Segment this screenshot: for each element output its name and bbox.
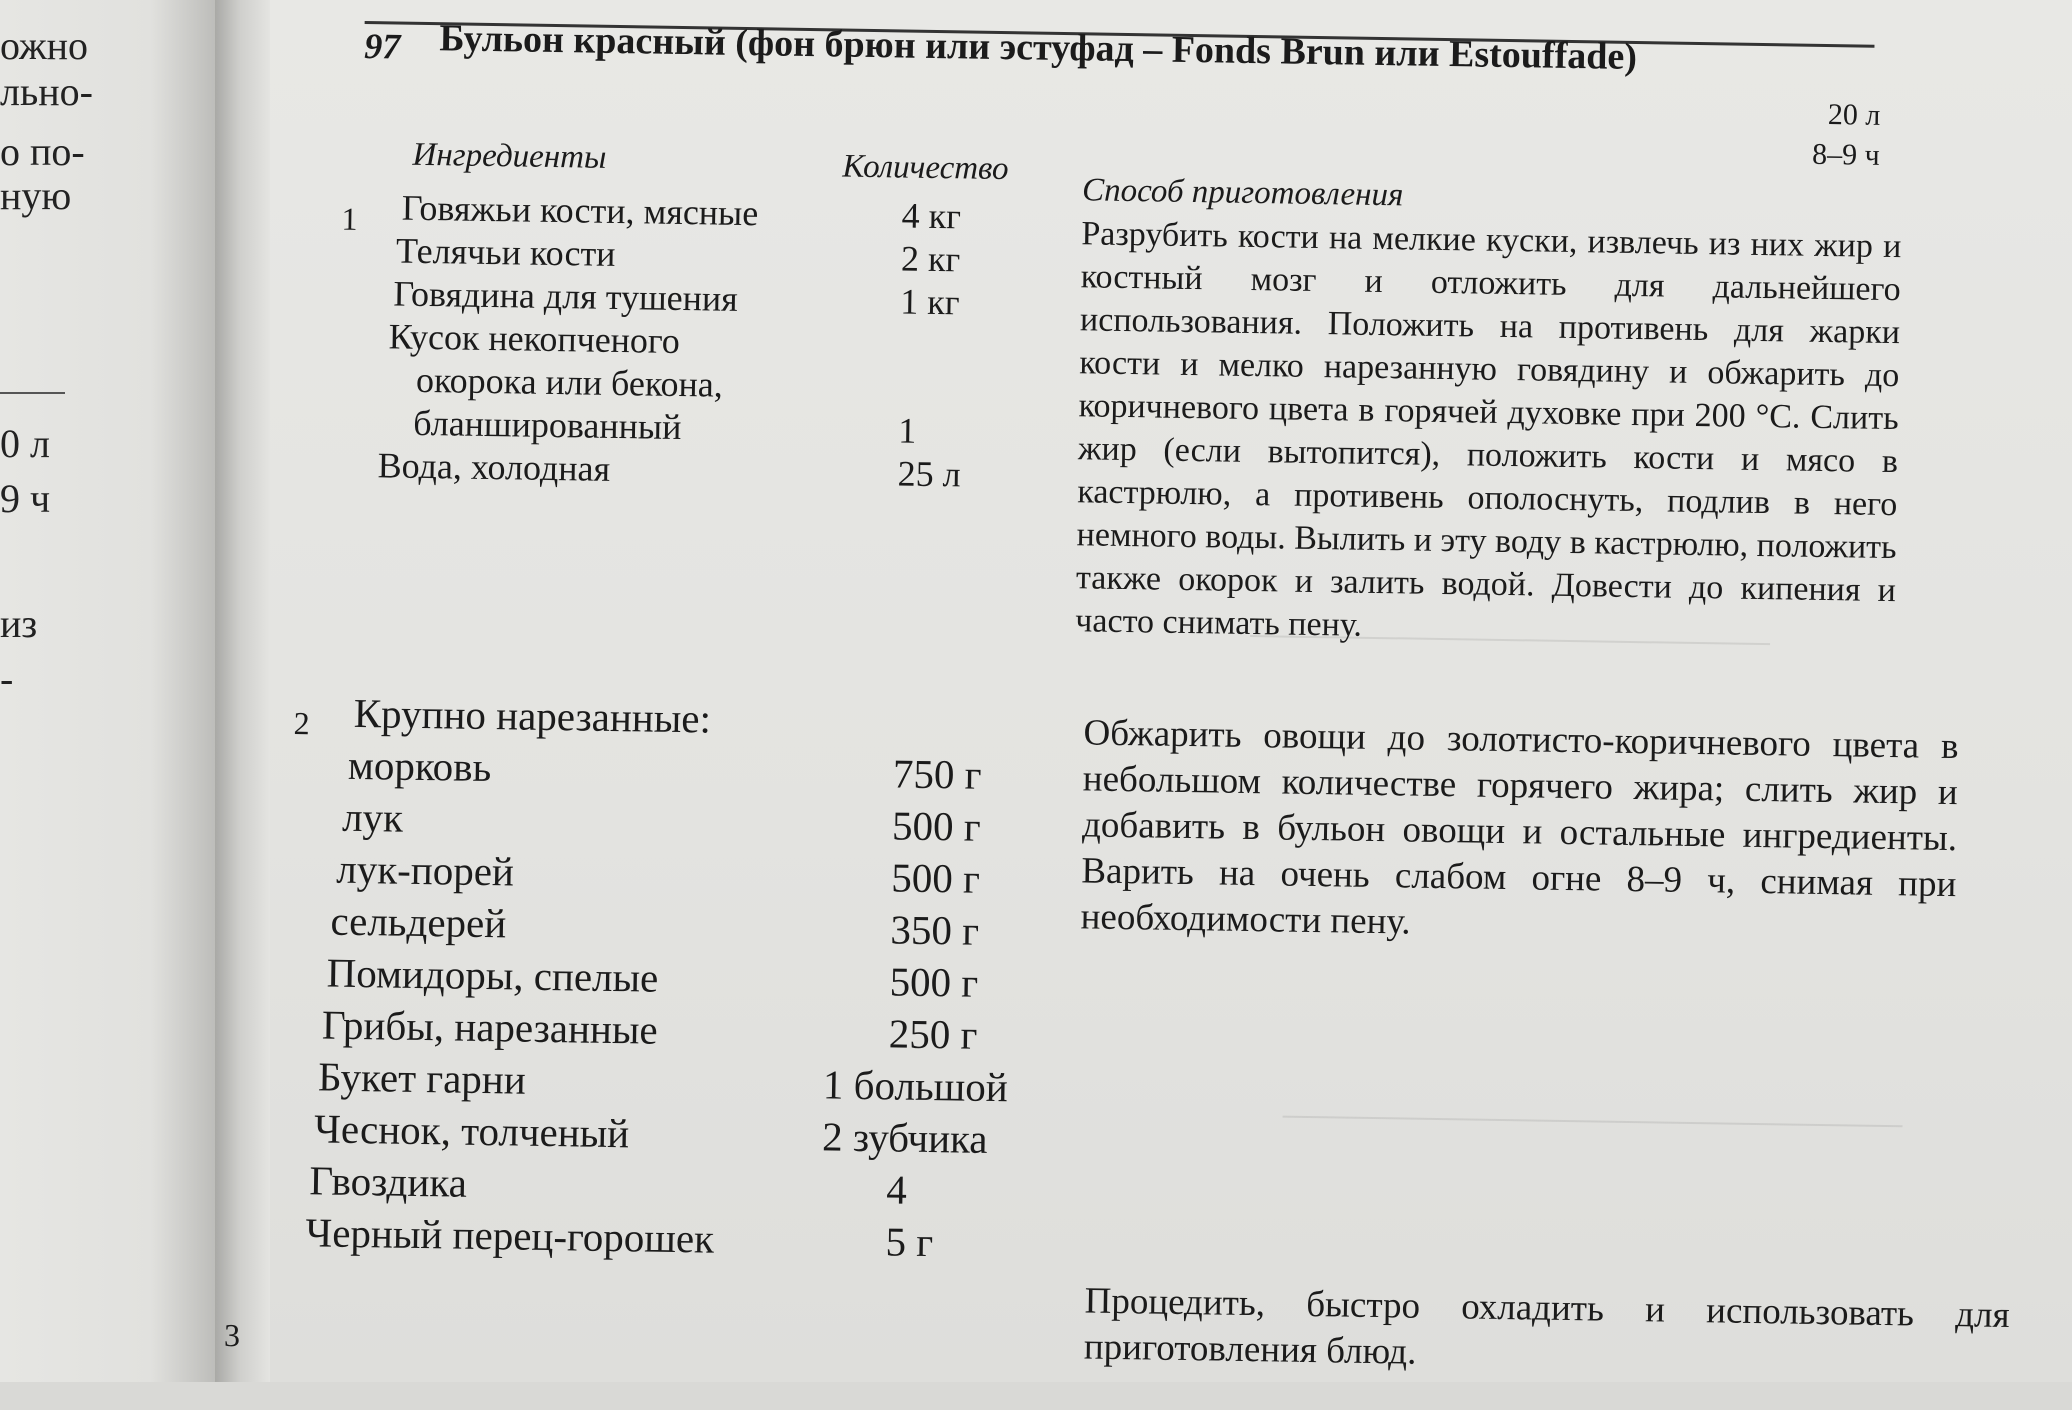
recipe-number: 97 xyxy=(363,26,401,67)
ingredient-name: Телячьи кости xyxy=(395,230,616,274)
ingredient-qty: 750 г xyxy=(892,750,982,798)
ingredients-header: Ингредиенты xyxy=(412,136,607,176)
ingredient-name: сельдерей xyxy=(330,897,507,947)
ingredient-qty: 5 г xyxy=(885,1218,934,1266)
left-page-fragment: 0 л xyxy=(0,421,50,466)
ingredient-name: Букет гарни xyxy=(317,1053,527,1103)
ingredient-name: Говяжьи кости, мясные xyxy=(401,187,759,234)
left-page-fragment: из xyxy=(0,601,38,646)
ingredient-name: Чеснок, толченый xyxy=(313,1105,630,1157)
show-through-rule xyxy=(1282,1116,1902,1142)
ingredient-name: Помидоры, спелые xyxy=(326,949,659,1001)
step-number: 2 xyxy=(293,704,310,742)
ingredient-name: Кусок некопченого xyxy=(388,316,681,362)
left-page-fragment: о по- xyxy=(0,129,85,174)
ingredient-name: Черный перец-горошек xyxy=(305,1209,715,1262)
ingredient-name: лук-порей xyxy=(335,845,515,895)
left-page-fragment: ную xyxy=(0,173,72,218)
ingredient-name: окорока или бекона, xyxy=(415,359,724,405)
ingredient-name: Говядина для тушения xyxy=(393,273,739,319)
left-page-fragment: 9 ч xyxy=(0,476,51,521)
ingredient-name: Гвоздика xyxy=(309,1157,468,1206)
ingredient-name: морковь xyxy=(347,741,492,791)
ingredient-qty: 2 кг xyxy=(900,238,961,280)
ingredient-qty: 500 г xyxy=(891,802,982,850)
ingredient-name: Вода, холодная xyxy=(377,445,611,489)
method-text: Разрубить кости на мелкие куски, извлечь из них жир и костный мозг и отложить для дальнейшего использования. Положить на противень для жарки кости и мелко нарезанную говядину и обжарить до коричневого цвета в горячей духовке при 200 °С. Слить жир (если вытопится), положить кости и мясо в кастрюлю, а противень ополоснуть, подлив в него немного воды. Вылить и эту воду в кастрюлю, положить также окорок и залить водой. Довести до кипения и часто снимать пену. xyxy=(1075,215,1902,644)
ingredient-qty: 250 г xyxy=(888,1010,978,1058)
left-page-fragment: ожно xyxy=(0,23,89,68)
ingredient-qty: 4 xyxy=(886,1166,908,1213)
ingredient-qty: 1 кг xyxy=(900,281,960,323)
quantity-header: Количество xyxy=(842,148,1009,188)
ingredient-qty: 1 большой xyxy=(822,1061,1009,1111)
ingredient-qty: 1 xyxy=(897,410,917,451)
ingredient-qty: 25 л xyxy=(897,453,961,495)
ingredient-name: Крупно нарезанные: xyxy=(353,689,712,742)
ingredient-qty: 500 г xyxy=(890,854,981,902)
left-page-fragment: льно- xyxy=(0,69,93,114)
step-number: 1 xyxy=(341,200,358,237)
ingredient-name: бланшированный xyxy=(413,402,682,448)
method-text: Обжарить овощи до золотисто-коричневого цвета в небольшом количестве горячего жира; слить жир и добавить в бульон овощи и остальные ингредиенты. Варить на очень слабом огне 8–9 ч, снимая при необходимости пену. xyxy=(1080,712,1959,943)
ingredient-qty: 4 кг xyxy=(901,195,962,237)
recipe-yield: 20 л xyxy=(1827,98,1881,132)
step-number: 3 xyxy=(223,1316,241,1354)
method-text: Процедить, быстро охладить и использовать для приготовления блюд. xyxy=(1083,1280,2010,1373)
recipe-title: Бульон красный (фон брюн или эстуфад – Fonds Brun или Estouffade) xyxy=(439,17,1638,79)
ingredient-name: Грибы, нарезанные xyxy=(321,1001,659,1053)
ingredient-qty: 500 г xyxy=(889,958,979,1006)
ingredient-qty: 350 г xyxy=(890,906,980,954)
ingredient-qty: 2 зубчика xyxy=(821,1113,988,1162)
recipe-time: 8–9 ч xyxy=(1811,137,1881,172)
method-header: Способ приготовления xyxy=(1081,172,1404,214)
left-page-fragment: - xyxy=(0,656,14,701)
ingredient-name: лук xyxy=(341,793,404,841)
